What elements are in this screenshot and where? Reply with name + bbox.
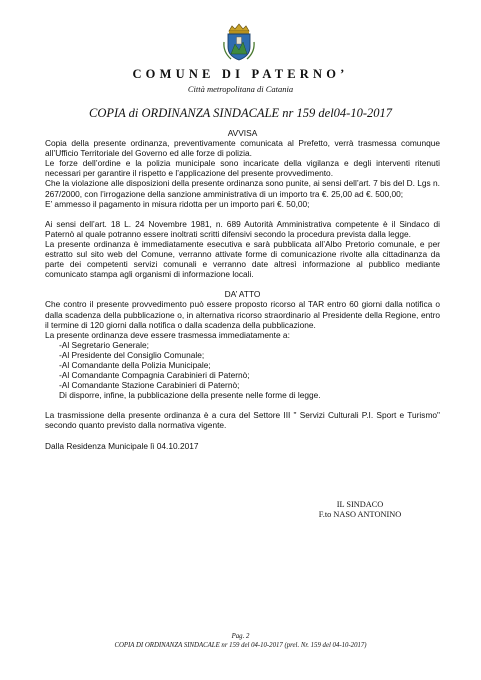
ordinance-title: COPIA di ORDINANZA SINDACALE nr 159 del04-10-2017 (88, 106, 392, 120)
recipient-item: -Al Segretario Generale; (59, 339, 149, 350)
avvisa-line: E’ ammesso il pagamento in misura ridotta per un importo pari €. 50,00; (45, 198, 310, 209)
da-atto-heading: DA’ ATTO (224, 289, 261, 300)
recipient-item: -Al Presidente del Consiglio Comunale; (59, 349, 205, 360)
avvisa-line: Le forze dell’ordine e la polizia municipale sono incaricate della vigilanza e degli interventi ritenuti necessari per garantire il rispetto e l’applicazione del presente provvedimento. (45, 158, 440, 179)
avvisa-line: Copia della presente ordinanza, preventivamente comunicata al Prefetto, verrà trasmessa comunque all’Ufficio Territoriale del Governo ed alle forze di polizia. (45, 138, 440, 159)
avvisa-heading: AVVISA (227, 128, 258, 138)
page-number: Pag. 2 (231, 633, 250, 640)
settore-line: La trasmissione della presente ordinanza è a cura del Settore III " Servizi Culturali P.I. Sport e Turismo" secondo quanto previsto dalla normativa vigente. (45, 410, 440, 431)
transmission-line: La presente ordinanza deve essere trasmessa immediatamente a: (45, 329, 290, 340)
citta-subheading: Città metropolitana di Catania (187, 84, 294, 94)
document-body (45, 128, 440, 451)
signature-role: IL SINDACO (336, 500, 384, 509)
signature-block (300, 500, 420, 520)
comune-heading: COMUNE DI PATERNO’ (132, 67, 349, 81)
avvisa-paragraph: Ai sensi dell’art. 18 L. 24 Novembre 1981, n. 689 Autorità Amministrativa competente è il Sindaco di Paternò al quale potranno essere inoltrati scritti difensivi secondo la procedura prevista dalla legge. (45, 218, 440, 239)
avvisa-paragraph: La presente ordinanza è immediatamente esecutiva e sarà pubblicata all’Albo Pretorio comunale, e per estratto sul sito web del Comune, verranno attivate forme di comunicazione rivolte alla cittadinanza da parte dei competenti servizi comunali e verranno date altresì informazione al pubblico mediante comunicato stampa agli organismi di informazione locali. (45, 238, 440, 280)
da-atto-intro: Che contro il presente provvedimento può essere proposto ricorso al TAR entro 60 giorni dalla notifica o dalla scadenza della pubblicazione o, in alternativa ricorso straordinario al Presidente della Regione, entro il termine di 120 giorni dalla notifica o dalla scadenza della pubblicazione. (45, 299, 440, 330)
signature-name: F.to NASO ANTONINO (318, 510, 402, 519)
page-footer (0, 633, 481, 650)
recipient-item: Di disporre, infine, la pubblicazione della presente nelle forme di legge. (59, 390, 321, 401)
recipient-item: -Al Comandante della Polizia Municipale; (59, 359, 211, 370)
recipient-item: -Al Comandante Stazione Carabinieri di Paternò; (59, 380, 240, 391)
residenza-line: Dalla Residenza Municipale lì 04.10.2017 (45, 440, 199, 451)
recipient-item: -Al Comandante Compagnia Carabinieri di Paternò; (59, 370, 250, 381)
avvisa-line: Che la violazione alle disposizioni della presente ordinanza sono punite, ai sensi dell’art. 7 bis del D. Lgs n. 267/2000, con l’irrogazione della sanzione amministrativa di un importo tra €. 25,00 ad €. 500,00; (45, 178, 440, 199)
footer-reference: COPIA DI ORDINANZA SINDACALE nr 159 del 04-10-2017 (prel. Nr. 159 del 04-10-2017) (114, 641, 367, 649)
city-crest-icon (222, 22, 256, 62)
